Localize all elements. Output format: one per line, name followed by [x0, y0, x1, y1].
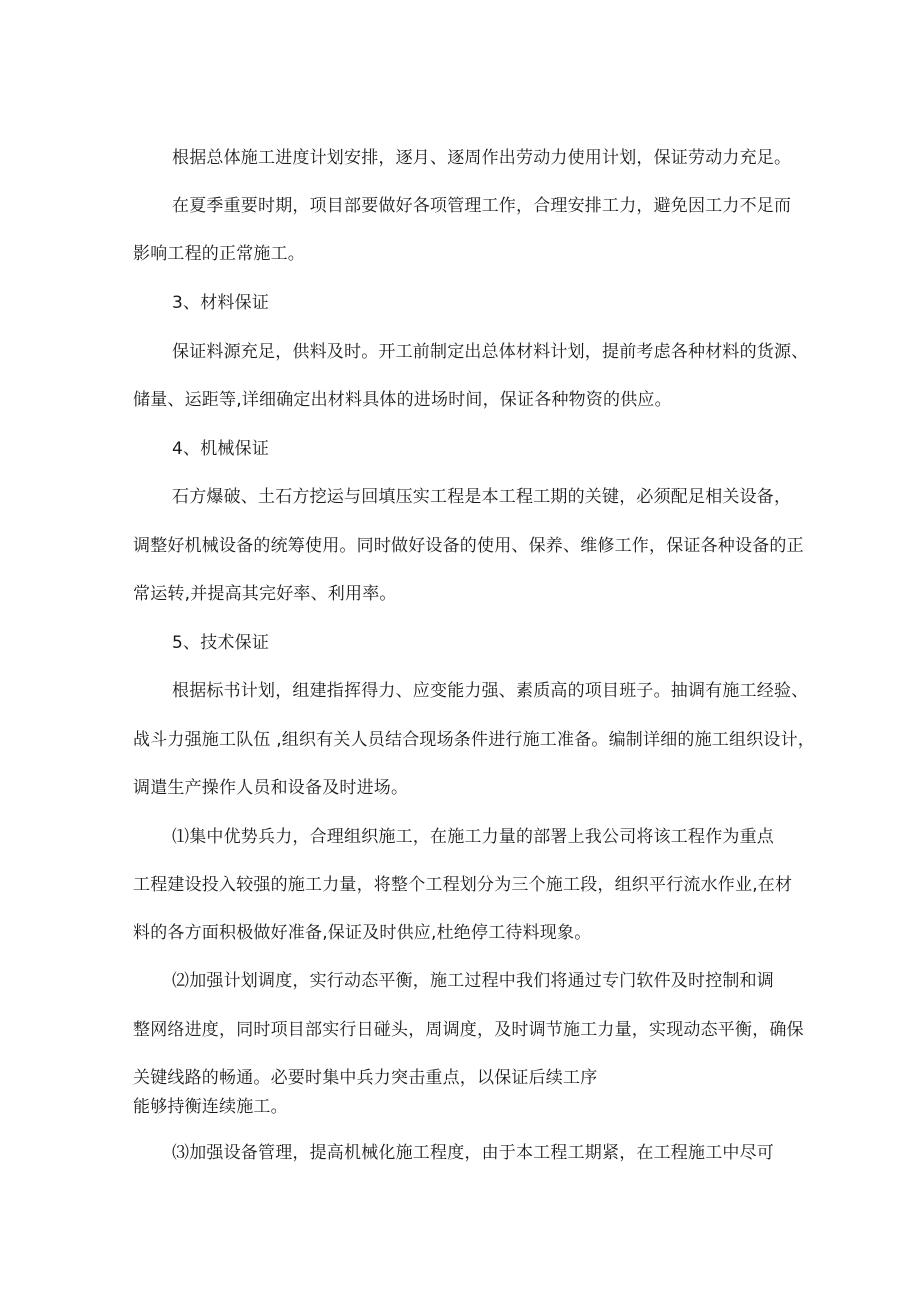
paragraph-line: 常运转,并提高其完好率、利用率。: [133, 584, 397, 604]
paragraph-line: 根据标书计划，组建指挥得力、应变能力强、素质高的项目班子。抽调有施工经验、: [172, 681, 809, 701]
section-heading: 3、材料保证: [172, 293, 270, 313]
paragraph-line: ⑶加强设备管理，提高机械化施工程度，由于本工程工期紧，在工程施工中尽可: [172, 1143, 774, 1163]
paragraph-line: 调遣生产操作人员和设备及时进场。: [133, 778, 409, 798]
paragraph-line: 石方爆破、土石方挖运与回填压实工程是本工程工期的关键，必须配足相关设备，: [172, 487, 792, 507]
paragraph-line: 工程建设投入较强的施工力量，将整个工程划分为三个施工段，组织平行流水作业,在材: [133, 875, 793, 895]
paragraph-line: 战斗力强施工队伍 ,组织有关人员结合现场条件进行施工准备。编制详细的施工组织设计，: [133, 730, 816, 750]
paragraph-line: 料的各方面积极做好准备,保证及时供应,杜绝停工待料现象。: [133, 923, 592, 943]
paragraph-line: ⑵加强计划调度，实行动态平衡，施工过程中我们将通过专门软件及时控制和调: [172, 971, 774, 991]
paragraph-line: 调整好机械设备的统筹使用。同时做好设备的使用、保养、维修工作，保证各种设备的正: [133, 536, 804, 556]
paragraph-line: 整网络进度，同时项目部实行日碰头，周调度，及时调节施工力量，实现动态平衡，确保: [133, 1020, 804, 1040]
section-heading: 5、技术保证: [172, 633, 270, 653]
paragraph-line: 在夏季重要时期，项目部要做好各项管理工作，合理安排工力，避免因工力不足而: [172, 196, 792, 216]
paragraph-line: 保证料源充足，供料及时。开工前制定出总体材料计划，提前考虑各种材料的货源、: [172, 342, 809, 362]
paragraph-line: 储量、运距等,详细确定出材料具体的进场时间，保证各种物资的供应。: [133, 390, 672, 410]
paragraph-line: 能够持衡连续施工。: [133, 1097, 288, 1117]
paragraph-line: 关键线路的畅通。必要时集中兵力突击重点，以保证后续工序: [133, 1068, 598, 1088]
paragraph-line: 影响工程的正常施工。: [133, 244, 305, 264]
paragraph-line: 根据总体施工进度计划安排，逐月、逐周作出劳动力使用计划，保证劳动力充足。: [172, 148, 792, 168]
paragraph-line: ⑴集中优势兵力，合理组织施工，在施工力量的部署上我公司将该工程作为重点: [172, 827, 774, 847]
section-heading: 4、机械保证: [172, 439, 270, 459]
